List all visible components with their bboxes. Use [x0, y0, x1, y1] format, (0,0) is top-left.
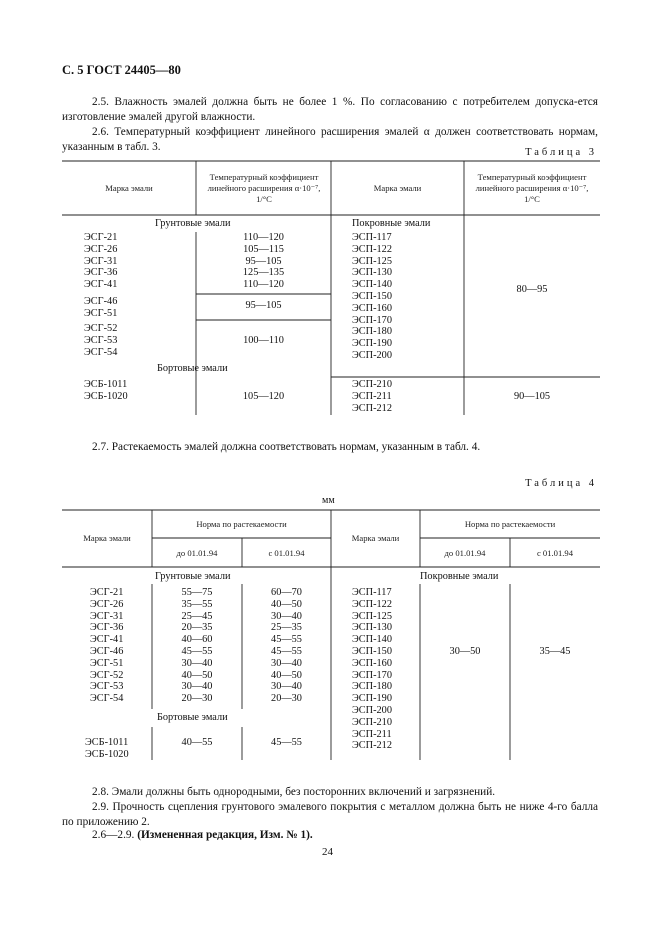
- t4-left-before: 55—75 35—55 25—45 20—35 40—60 45—55 30—40 40—50 30—40 20—30: [181, 587, 213, 705]
- t4-section-side: Бортовые эмали: [157, 712, 228, 723]
- t3-right-group1-names: ЭСП-117 ЭСП-122 ЭСП-125 ЭСП-130 ЭСП-140 ЭСП-150 ЭСП-160 ЭСП-170 ЭСП-180 ЭСП-190 ЭСП-200: [352, 232, 392, 361]
- table-4-caption: Таблица 4: [525, 478, 597, 489]
- t4-left2-after: 45—55: [271, 737, 302, 748]
- t4-header-norm-left: Норма по растекаемости: [196, 519, 287, 529]
- t3-section-side: Бортовые эмали: [157, 363, 228, 374]
- page-number: 24: [322, 846, 333, 858]
- t4-header-norm-right: Норма по растекаемости: [464, 519, 556, 529]
- t4-right-before: 30—50: [449, 646, 481, 657]
- t3-left-group1-names: ЭСГ-21 ЭСГ-26 ЭСГ-31 ЭСГ-36 ЭСГ-41: [84, 232, 118, 291]
- paragraph-2-6-2-9-amendment: [62, 828, 598, 843]
- paragraph-2-5-text: 2.5. Влажность эмалей должна быть не более 1 %. По согласованию с потребителем допуска-ется изготовление эмалей другой влажности.: [62, 96, 598, 123]
- amendment-range: 2.6—2.9.: [92, 829, 135, 841]
- t3-left-group3-value: 100—110: [243, 335, 284, 346]
- table-3-caption: Таблица 3: [525, 147, 597, 158]
- t4-header-before-right: до 01.01.94: [444, 548, 486, 558]
- t4-header-before-left: до 01.01.94: [176, 548, 218, 558]
- t4-header-mark-left: Марка эмали: [83, 533, 131, 543]
- t4-left2-before: 40—55: [181, 737, 213, 748]
- t3-left-group2-value: 95—105: [245, 300, 282, 311]
- paragraph-2-9-text: 2.9. Прочность сцепления грунтового эмалевого покрытия с металлом должна быть не ниже 4-го балла по приложению 2.: [62, 801, 598, 828]
- t3-right-group1-value: 80—95: [516, 284, 548, 295]
- paragraph-2-8: [62, 785, 598, 800]
- paragraph-2-9: [62, 800, 598, 830]
- t4-right-after: 35—45: [539, 646, 571, 657]
- t4-section-cover: Покровные эмали: [420, 571, 499, 582]
- t3-header-coef-left: Температурный коэффициент линейного расширения α·10⁻⁷, 1/°С: [207, 172, 321, 204]
- paragraph-2-7: [62, 440, 598, 455]
- t3-header-coef-right: Температурный коэффициент линейного расширения α·10⁻⁷, 1/°С: [475, 172, 589, 204]
- t3-header-mark-left: Марка эмали: [105, 183, 153, 193]
- t3-right-group2-names: ЭСП-210 ЭСП-211 ЭСП-212: [352, 379, 392, 414]
- t4-right-names: ЭСП-117 ЭСП-122 ЭСП-125 ЭСП-130 ЭСП-140 ЭСП-150 ЭСП-160 ЭСП-170 ЭСП-180 ЭСП-190 ЭСП-200 ЭСП-210 ЭСП-211 ЭСП-212: [352, 587, 392, 752]
- t3-right-group2-value: 90—105: [513, 391, 551, 402]
- t4-left-names: ЭСГ-21 ЭСГ-26 ЭСГ-31 ЭСГ-36 ЭСГ-41 ЭСГ-46 ЭСГ-51 ЭСГ-52 ЭСГ-53 ЭСГ-54: [90, 587, 124, 705]
- t3-left-group4-names: ЭСБ-1011 ЭСБ-1020: [84, 379, 128, 402]
- amendment-note: (Измененная редакция, Изм. № 1).: [137, 829, 313, 841]
- t3-left-group1-values: 110—120 105—115 95—105 125—135 110—120: [242, 232, 285, 291]
- paragraph-2-6-text: 2.6. Температурный коэффициент линейного расширения эмалей α должен соответствовать нормам, указанным в табл. 3.: [62, 126, 598, 153]
- t3-section-cover: Покровные эмали: [352, 218, 431, 229]
- page-header: С. 5 ГОСТ 24405—80: [62, 63, 181, 77]
- t3-header-mark-right: Марка эмали: [373, 183, 422, 193]
- t4-header-mark-right: Марка эмали: [351, 533, 400, 543]
- paragraph-2-7-text: 2.7. Растекаемость эмалей должна соответствовать нормам, указанным в табл. 4.: [92, 441, 481, 453]
- t4-header-after-right: с 01.01.94: [536, 548, 574, 558]
- t4-header-after-left: с 01.01.94: [268, 548, 305, 558]
- t3-left-group3-names: ЭСГ-52 ЭСГ-53 ЭСГ-54: [84, 323, 118, 358]
- table-4-unit: мм: [322, 495, 335, 506]
- paragraph-2-8-text: 2.8. Эмали должны быть однородными, без посторонних включений и загрязнений.: [92, 786, 496, 798]
- t4-section-ground: Грунтовые эмали: [155, 571, 231, 582]
- t4-left2-names: ЭСБ-1011 ЭСБ-1020: [85, 737, 129, 760]
- t4-left-after: 60—70 40—50 30—40 25—35 45—55 45—55 30—40 40—50 30—40 20—30: [271, 587, 302, 705]
- t3-left-group4-value: 105—120: [242, 391, 285, 402]
- t3-section-ground: Грунтовые эмали: [155, 218, 231, 229]
- t3-left-group2-names: ЭСГ-46 ЭСГ-51: [84, 296, 118, 319]
